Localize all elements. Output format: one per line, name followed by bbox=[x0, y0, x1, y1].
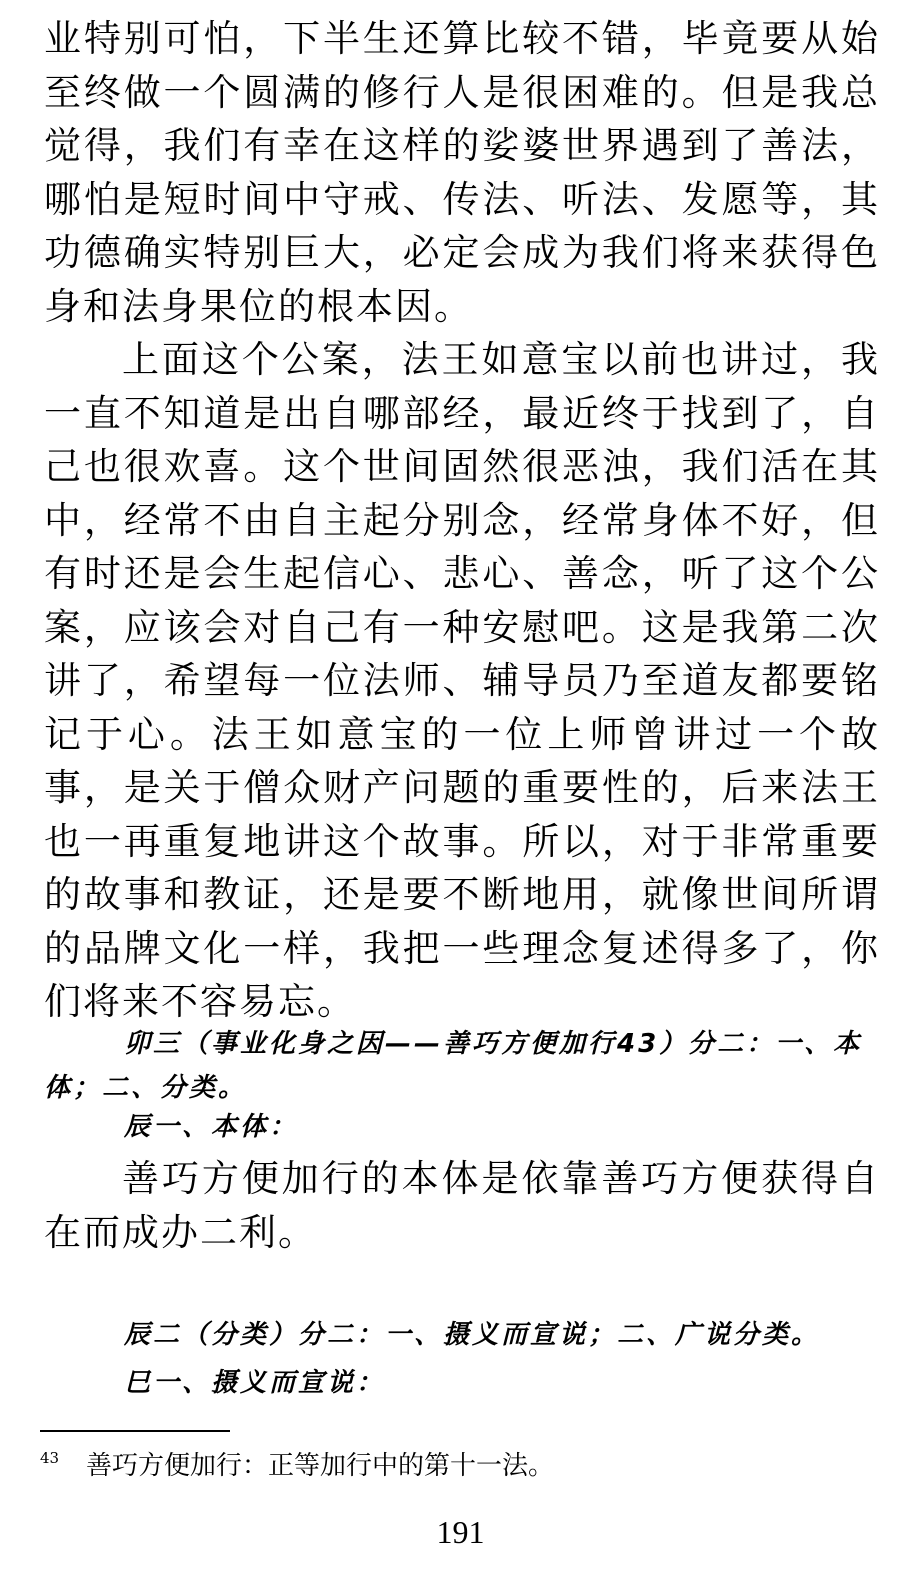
section-heading-chen2: 辰二（分类）分二：一、摄义而宣说；二、广说分类。 bbox=[124, 1320, 821, 1350]
footnote bbox=[40, 1446, 880, 1486]
paragraph-1: 业特别可怕，下半生还算比较不错，毕竟要从始至终做一个圆满的修行人是很困难的。但是我总觉得，我们有幸在这样的娑婆世界遇到了善法，哪怕是短时间中守戒、传法、听法、发愿等，其功德确实特别巨大，必定会成为我们将来获得色身和法身果位的根本因。 bbox=[44, 17, 880, 328]
page-number: 191 bbox=[436, 1514, 485, 1550]
section-heading-si1: 巳一、摄义而宣说： bbox=[124, 1368, 386, 1398]
section-heading-chen1: 辰一、本体： bbox=[124, 1112, 299, 1142]
footnote-text: 善巧方便加行：正等加行中的第十一法。 bbox=[86, 1451, 555, 1481]
paragraph-3: 善巧方便加行的本体是依靠善巧方便获得自在而成办二利。 bbox=[44, 1157, 880, 1254]
section-heading-mao3: 卯三（事业化身之因——善巧方便加行43）分二：一、本体；二、分类。 bbox=[44, 1029, 863, 1103]
footnote-marker: 43 bbox=[40, 1449, 60, 1467]
footnote-divider bbox=[40, 1430, 230, 1432]
paragraph-2: 上面这个公案，法王如意宝以前也讲过，我一直不知道是出自哪部经，最近终于找到了，自己也很欢喜。这个世间固然很恶浊，我们活在其中，经常不由自主起分别念，经常身体不好，但有时还是会生起信心、悲心、善念，听了这个公案，应该会对自己有一种安慰吧。这是我第二次讲了，希望每一位法师、辅导员乃至道友都要铭记于心。法王如意宝的一位上师曾讲过一个故事，是关于僧众财产问题的重要性的，后来法王也一再重复地讲这个故事。所以，对于非常重要的故事和教证，还是要不断地用，就像世间所谓的品牌文化一样，我把一些理念复述得多了，你们将来不容易忘。 bbox=[44, 338, 880, 1023]
